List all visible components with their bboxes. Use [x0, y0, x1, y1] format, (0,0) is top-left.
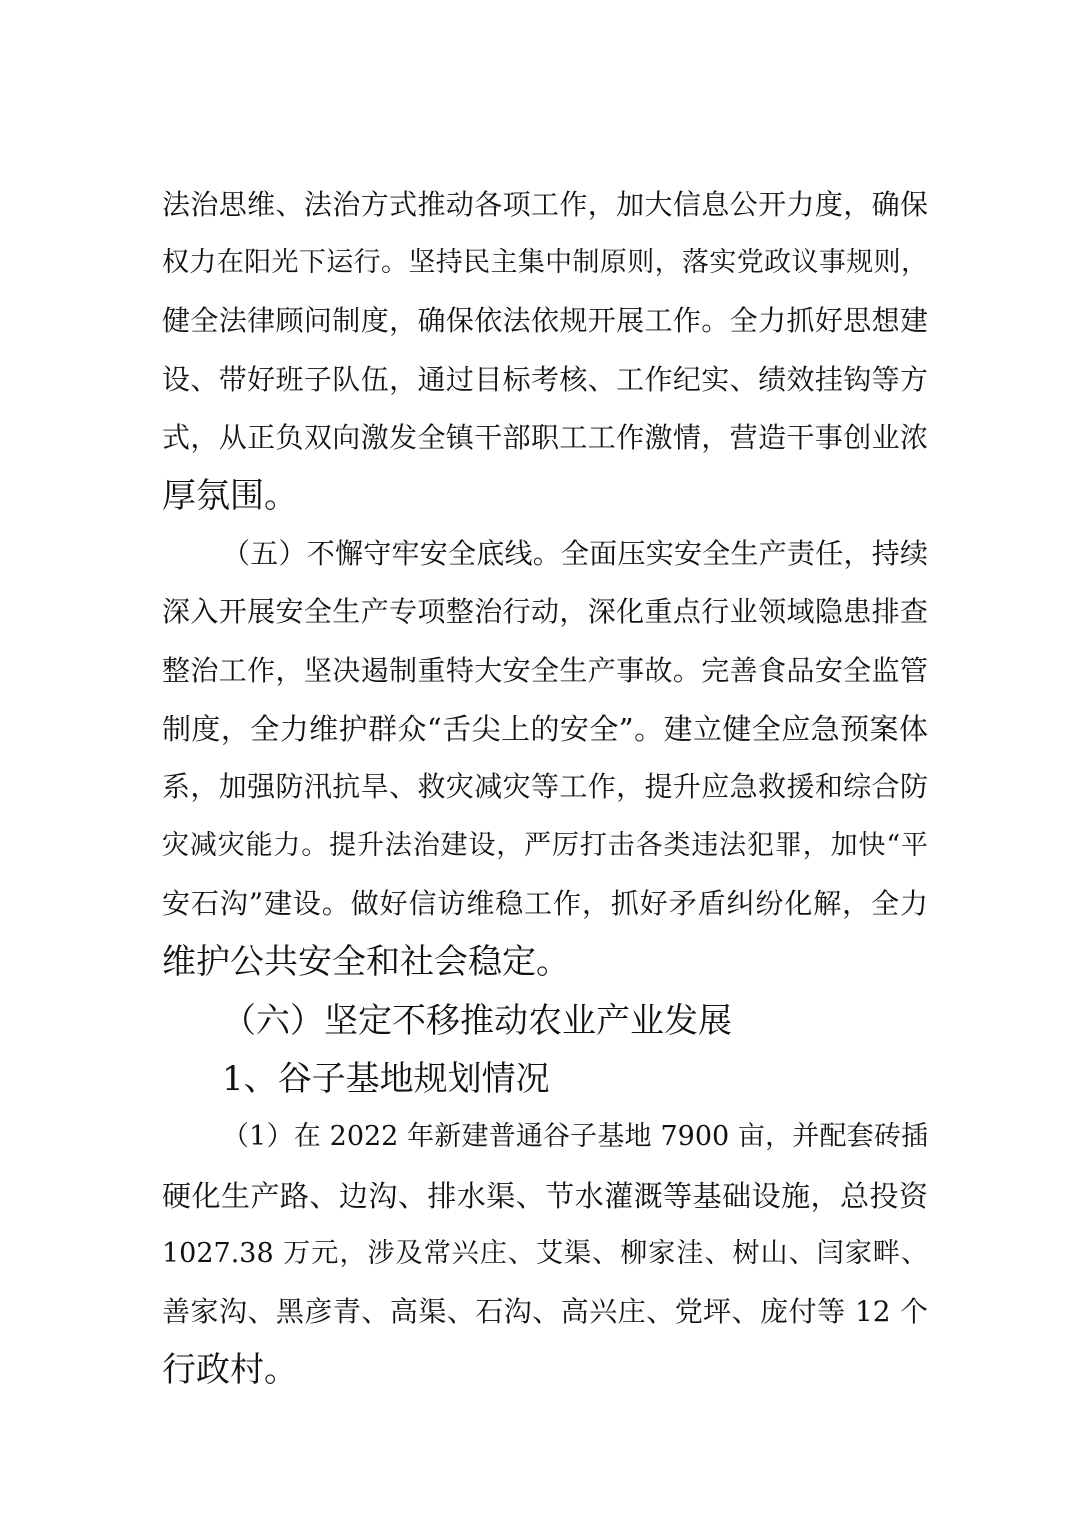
text-line: （1）在 2022 年新建普通谷子基地 7900 亩，并配套砖插 — [222, 1121, 928, 1152]
text-line: 善家沟、黑彦青、高渠、石沟、高兴庄、党坪、庞付等 12 个 — [162, 1295, 928, 1328]
text-line: 1027.38 万元，涉及常兴庄、艾渠、柳家洼、树山、闫家畔、 — [162, 1238, 928, 1269]
text-line: 维护公共安全和社会稳定。 — [162, 942, 570, 982]
text-line: 灾减灾能力。提升法治建设，严厉打击各类违法犯罪，加快“平 — [162, 830, 928, 861]
text-line: 整治工作，坚决遏制重特大安全生产事故。完善食品安全监管 — [162, 654, 928, 687]
text-line: 制度，全力维护群众“舌尖上的安全”。建立健全应急预案体 — [162, 712, 928, 746]
section-heading-five: （五）不懈守牢安全底线。全面压实安全生产责任，持续 — [222, 537, 928, 570]
section-heading-six: （六）坚定不移推动农业产业发展 — [222, 1001, 732, 1041]
subsection-heading: 1、谷子基地规划情况 — [222, 1059, 550, 1099]
text-line: 硬化生产路、边沟、排水渠、节水灌溉等基础设施，总投资 — [162, 1179, 928, 1213]
text-line: 安石沟”建设。做好信访维稳工作，抓好矛盾纠纷化解，全力 — [162, 887, 928, 920]
text-line: 行政村。 — [162, 1350, 298, 1390]
text-line: 系，加强防汛抗旱、救灾减灾等工作，提升应急救援和综合防 — [162, 770, 928, 803]
text-line: 厚氛围。 — [162, 476, 298, 516]
text-line: 深入开展安全生产专项整治行动，深化重点行业领域隐患排查 — [162, 595, 928, 628]
text-line: 健全法律顾问制度，确保依法依规开展工作。全力抓好思想建 — [162, 304, 928, 337]
text-line: 法治思维、法治方式推动各项工作，加大信息公开力度，确保 — [162, 188, 928, 221]
text-line: 权力在阳光下运行。坚持民主集中制原则，落实党政议事规则， — [162, 247, 928, 278]
text-line: 式，从正负双向激发全镇干部职工工作激情，营造干事创业浓 — [162, 421, 928, 454]
text-line: 设、带好班子队伍，通过目标考核、工作纪实、绩效挂钩等方 — [162, 363, 928, 396]
